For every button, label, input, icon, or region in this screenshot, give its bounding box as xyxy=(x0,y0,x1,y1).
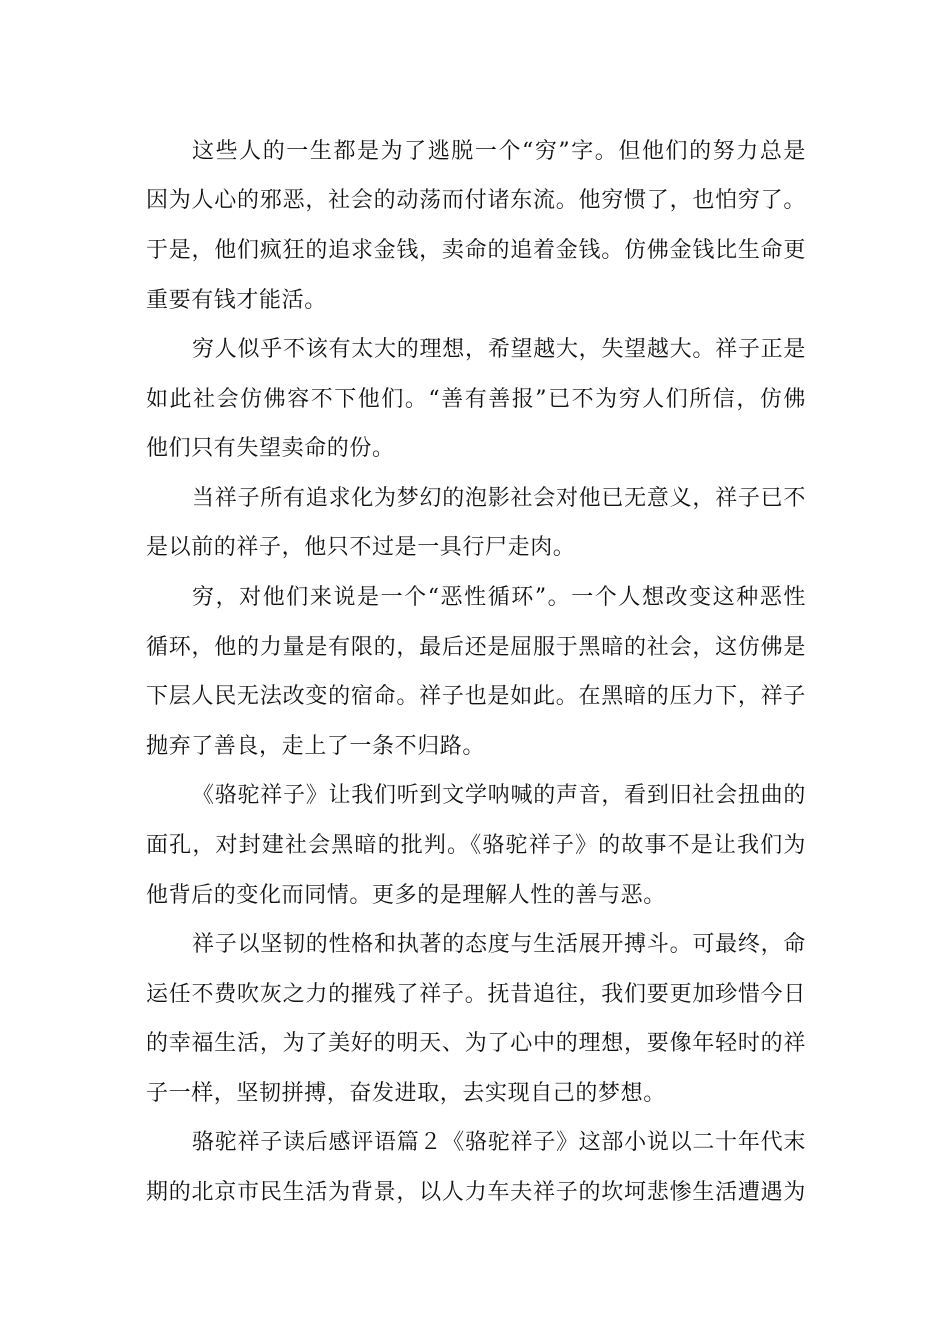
text-line: 如此社会仿佛容不下他们。“善有善报”已不为穷人们所信，仿佛 xyxy=(146,387,806,412)
text-line: 他们只有失望卖命的份。 xyxy=(146,436,395,461)
text-line: 是以前的祥子，他只不过是一具行尸走肉。 xyxy=(146,535,576,560)
text-line: 于是，他们疯狂的追求金钱，卖命的追着金钱。仿佛金钱比生命更 xyxy=(146,238,806,263)
text-line: 当祥子所有追求化为梦幻的泡影社会对他已无意义，祥子已不 xyxy=(192,486,806,511)
text-line: 抛弃了善良，走上了一条不归路。 xyxy=(146,734,486,759)
text-line: 骆驼祥子读后感评语篇２《骆驼祥子》这部小说以二十年代末 xyxy=(192,1130,806,1155)
text-line: 期的北京市民生活为背景，以人力车夫祥子的坎坷悲惨生活遭遇为 xyxy=(146,1180,806,1205)
text-line: 《骆驼祥子》让我们听到文学呐喊的声音，看到旧社会扭曲的 xyxy=(192,783,806,808)
text-line: 运任不费吹灰之力的摧残了祥子。抚昔追往，我们要更加珍惜今日 xyxy=(146,982,806,1007)
text-line: 子一样，坚韧拼搏，奋发进取，去实现自己的梦想。 xyxy=(146,1081,666,1106)
text-line: 这些人的一生都是为了逃脱一个“穷”字。但他们的努力总是 xyxy=(192,139,806,164)
text-line: 他背后的变化而同情。更多的是理解人性的善与恶。 xyxy=(146,883,666,908)
text-line: 穷人似乎不该有太大的理想，希望越大，失望越大。祥子正是 xyxy=(192,337,806,362)
text-line: 循环，他的力量是有限的，最后还是屈服于黑暗的社会，这仿佛是 xyxy=(146,635,806,660)
text-line: 因为人心的邪恶，社会的动荡而付诸东流。他穷惯了，也怕穷了。 xyxy=(146,188,806,213)
text-line: 下层人民无法改变的宿命。祥子也是如此。在黑暗的压力下，祥子 xyxy=(146,684,806,709)
text-line: 祥子以坚韧的性格和执著的态度与生活展开搏斗。可最终，命 xyxy=(192,932,806,957)
text-line: 面孔，对封建社会黑暗的批判。《骆驼祥子》的故事不是让我们为 xyxy=(146,833,806,858)
text-line: 穷，对他们来说是一个“恶性循环”。一个人想改变这种恶性 xyxy=(192,585,806,610)
text-line: 重要有钱才能活。 xyxy=(146,288,327,313)
text-line: 的幸福生活，为了美好的明天、为了心中的理想，要像年轻时的祥 xyxy=(146,1031,806,1056)
